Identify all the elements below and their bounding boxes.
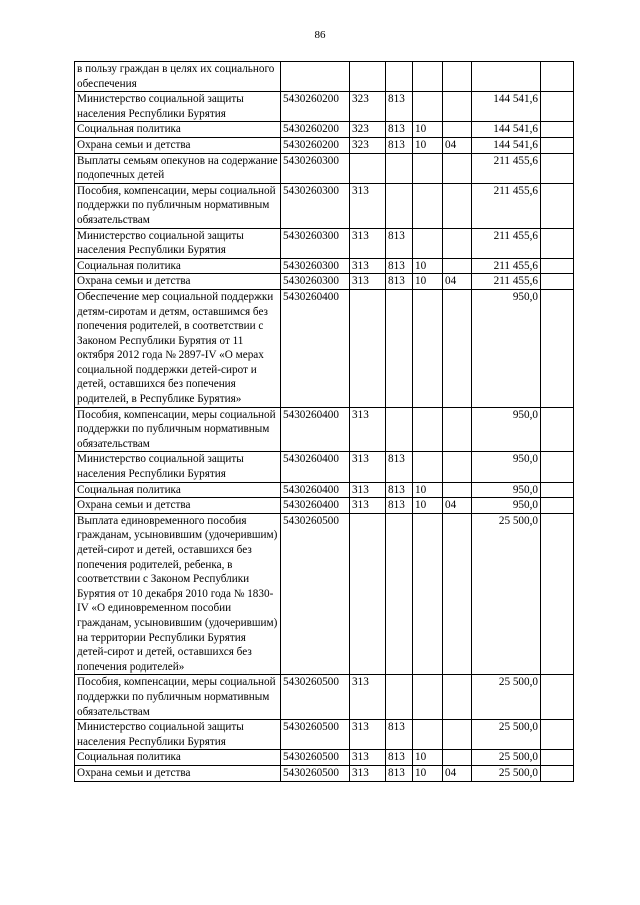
extra-cell	[541, 92, 574, 122]
target-article-cell: 5430260400	[281, 498, 350, 514]
target-article-cell: 5430260500	[281, 513, 350, 675]
table-row	[75, 153, 574, 183]
table-row	[75, 137, 574, 153]
amount-cell: 950,0	[472, 289, 541, 407]
subsection-cell	[443, 228, 472, 258]
subsection-cell: 04	[443, 137, 472, 153]
table-row	[75, 675, 574, 720]
expense-type-cell: 313	[350, 258, 386, 274]
section-cell	[413, 407, 443, 452]
subsection-cell: 04	[443, 765, 472, 781]
item-name-cell: Министерство социальной защиты населения Республики Бурятия	[75, 720, 281, 750]
amount-cell: 25 500,0	[472, 765, 541, 781]
table-row	[75, 228, 574, 258]
target-article-cell: 5430260500	[281, 675, 350, 720]
section-cell	[413, 62, 443, 92]
subsection-cell	[443, 62, 472, 92]
target-article-cell: 5430260300	[281, 183, 350, 228]
section-cell: 10	[413, 498, 443, 514]
table-row	[75, 122, 574, 138]
section-cell: 10	[413, 258, 443, 274]
section-cell: 10	[413, 765, 443, 781]
expense-type-cell: 313	[350, 720, 386, 750]
target-article-cell: 5430260300	[281, 153, 350, 183]
subsection-cell	[443, 183, 472, 228]
extra-cell	[541, 675, 574, 720]
subsection-cell	[443, 92, 472, 122]
ministry-code-cell: 813	[386, 137, 413, 153]
item-name-cell: Пособия, компенсации, меры социальной поддержки по публичным нормативным обязательствам	[75, 183, 281, 228]
expense-type-cell	[350, 513, 386, 675]
table-row	[75, 183, 574, 228]
expense-type-cell	[350, 62, 386, 92]
amount-cell: 950,0	[472, 452, 541, 482]
target-article-cell: 5430260400	[281, 482, 350, 498]
table-row	[75, 452, 574, 482]
extra-cell	[541, 513, 574, 675]
ministry-code-cell: 813	[386, 274, 413, 290]
amount-cell: 25 500,0	[472, 750, 541, 766]
item-name-cell: Министерство социальной защиты населения Республики Бурятия	[75, 92, 281, 122]
target-article-cell: 5430260200	[281, 137, 350, 153]
ministry-code-cell: 813	[386, 122, 413, 138]
subsection-cell: 04	[443, 274, 472, 290]
item-name-cell: Охрана семьи и детства	[75, 498, 281, 514]
table-row	[75, 750, 574, 766]
ministry-code-cell: 813	[386, 720, 413, 750]
amount-cell: 950,0	[472, 407, 541, 452]
target-article-cell: 5430260200	[281, 122, 350, 138]
extra-cell	[541, 765, 574, 781]
item-name-cell: Министерство социальной защиты населения Республики Бурятия	[75, 452, 281, 482]
amount-cell: 950,0	[472, 482, 541, 498]
expense-type-cell: 313	[350, 452, 386, 482]
target-article-cell	[281, 62, 350, 92]
item-name-cell: Охрана семьи и детства	[75, 765, 281, 781]
extra-cell	[541, 452, 574, 482]
amount-cell: 25 500,0	[472, 513, 541, 675]
expense-type-cell: 323	[350, 137, 386, 153]
table-row	[75, 720, 574, 750]
section-cell: 10	[413, 137, 443, 153]
section-cell	[413, 720, 443, 750]
table-row	[75, 407, 574, 452]
expense-type-cell: 313	[350, 183, 386, 228]
subsection-cell	[443, 258, 472, 274]
ministry-code-cell	[386, 289, 413, 407]
extra-cell	[541, 137, 574, 153]
amount-cell: 25 500,0	[472, 675, 541, 720]
ministry-code-cell: 813	[386, 228, 413, 258]
ministry-code-cell	[386, 62, 413, 92]
extra-cell	[541, 62, 574, 92]
ministry-code-cell	[386, 183, 413, 228]
subsection-cell	[443, 407, 472, 452]
expense-type-cell	[350, 289, 386, 407]
extra-cell	[541, 720, 574, 750]
amount-cell	[472, 62, 541, 92]
ministry-code-cell: 813	[386, 750, 413, 766]
subsection-cell	[443, 482, 472, 498]
target-article-cell: 5430260400	[281, 289, 350, 407]
section-cell: 10	[413, 750, 443, 766]
item-name-cell: Пособия, компенсации, меры социальной поддержки по публичным нормативным обязательствам	[75, 675, 281, 720]
expense-type-cell: 323	[350, 92, 386, 122]
amount-cell: 144 541,6	[472, 122, 541, 138]
target-article-cell: 5430260400	[281, 452, 350, 482]
subsection-cell	[443, 750, 472, 766]
section-cell: 10	[413, 122, 443, 138]
section-cell	[413, 675, 443, 720]
subsection-cell	[443, 122, 472, 138]
extra-cell	[541, 183, 574, 228]
item-name-cell: Охрана семьи и детства	[75, 137, 281, 153]
amount-cell: 211 455,6	[472, 228, 541, 258]
expense-type-cell: 313	[350, 675, 386, 720]
extra-cell	[541, 482, 574, 498]
item-name-cell: Социальная политика	[75, 482, 281, 498]
extra-cell	[541, 498, 574, 514]
target-article-cell: 5430260200	[281, 92, 350, 122]
budget-table	[74, 61, 574, 782]
subsection-cell	[443, 675, 472, 720]
table-row	[75, 258, 574, 274]
table-row	[75, 498, 574, 514]
target-article-cell: 5430260500	[281, 750, 350, 766]
expense-type-cell: 313	[350, 482, 386, 498]
section-cell	[413, 153, 443, 183]
ministry-code-cell	[386, 675, 413, 720]
page-number: 86	[314, 29, 326, 41]
expense-type-cell: 313	[350, 274, 386, 290]
extra-cell	[541, 122, 574, 138]
ministry-code-cell	[386, 513, 413, 675]
ministry-code-cell: 813	[386, 482, 413, 498]
expense-type-cell: 313	[350, 765, 386, 781]
expense-type-cell: 313	[350, 750, 386, 766]
ministry-code-cell: 813	[386, 258, 413, 274]
amount-cell: 211 455,6	[472, 258, 541, 274]
ministry-code-cell: 813	[386, 452, 413, 482]
table-row	[75, 289, 574, 407]
section-cell: 10	[413, 274, 443, 290]
table-row	[75, 513, 574, 675]
ministry-code-cell	[386, 407, 413, 452]
table-row	[75, 765, 574, 781]
table-row	[75, 274, 574, 290]
amount-cell: 211 455,6	[472, 153, 541, 183]
section-cell	[413, 183, 443, 228]
table-body	[75, 62, 574, 782]
target-article-cell: 5430260400	[281, 407, 350, 452]
item-name-cell: Обеспечение мер социальной поддержки детям-сиротам и детям, оставшимся без попечения родителей, в соответствии с Законом Республики Бурятия от 11 октября 2012 года № 2897-IV «О мерах социальной поддержки детей-сирот и детей, оставшихся без попечения родителей, в Республике Бурятия»	[75, 289, 281, 407]
target-article-cell: 5430260500	[281, 765, 350, 781]
item-name-cell: Выплата единовременного пособия гражданам, усыновившим (удочерившим) детей-сирот и детей, оставшихся без попечения родителей, ребенка, в соответствии с Законом Республики Бурятия от 10 декабря 2010 года № 1830-IV «О единовременном пособии гражданам, усыновившим (удочерившим) на территории Республики Бурятия детей-сирот и детей, оставшихся без попечения родителей»	[75, 513, 281, 675]
expense-type-cell: 313	[350, 407, 386, 452]
item-name-cell: Социальная политика	[75, 258, 281, 274]
ministry-code-cell: 813	[386, 92, 413, 122]
subsection-cell: 04	[443, 498, 472, 514]
extra-cell	[541, 153, 574, 183]
extra-cell	[541, 258, 574, 274]
section-cell	[413, 92, 443, 122]
target-article-cell: 5430260300	[281, 258, 350, 274]
table-row	[75, 62, 574, 92]
table-row	[75, 482, 574, 498]
section-cell	[413, 452, 443, 482]
section-cell	[413, 228, 443, 258]
item-name-cell: Министерство социальной защиты населения Республики Бурятия	[75, 228, 281, 258]
amount-cell: 144 541,6	[472, 92, 541, 122]
item-name-cell: Социальная политика	[75, 750, 281, 766]
item-name-cell: Выплаты семьям опекунов на содержание подопечных детей	[75, 153, 281, 183]
item-name-cell: Охрана семьи и детства	[75, 274, 281, 290]
amount-cell: 211 455,6	[472, 183, 541, 228]
subsection-cell	[443, 513, 472, 675]
item-name-cell: Социальная политика	[75, 122, 281, 138]
item-name-cell: в пользу граждан в целях их социального обеспечения	[75, 62, 281, 92]
expense-type-cell: 323	[350, 122, 386, 138]
target-article-cell: 5430260300	[281, 228, 350, 258]
extra-cell	[541, 228, 574, 258]
section-cell: 10	[413, 482, 443, 498]
amount-cell: 211 455,6	[472, 274, 541, 290]
ministry-code-cell	[386, 153, 413, 183]
expense-type-cell	[350, 153, 386, 183]
extra-cell	[541, 289, 574, 407]
expense-type-cell: 313	[350, 498, 386, 514]
subsection-cell	[443, 153, 472, 183]
amount-cell: 25 500,0	[472, 720, 541, 750]
ministry-code-cell: 813	[386, 765, 413, 781]
extra-cell	[541, 274, 574, 290]
subsection-cell	[443, 452, 472, 482]
amount-cell: 950,0	[472, 498, 541, 514]
item-name-cell: Пособия, компенсации, меры социальной поддержки по публичным нормативным обязательствам	[75, 407, 281, 452]
subsection-cell	[443, 720, 472, 750]
table-row	[75, 92, 574, 122]
amount-cell: 144 541,6	[472, 137, 541, 153]
extra-cell	[541, 407, 574, 452]
section-cell	[413, 513, 443, 675]
subsection-cell	[443, 289, 472, 407]
extra-cell	[541, 750, 574, 766]
expense-type-cell: 313	[350, 228, 386, 258]
section-cell	[413, 289, 443, 407]
target-article-cell: 5430260300	[281, 274, 350, 290]
ministry-code-cell: 813	[386, 498, 413, 514]
target-article-cell: 5430260500	[281, 720, 350, 750]
